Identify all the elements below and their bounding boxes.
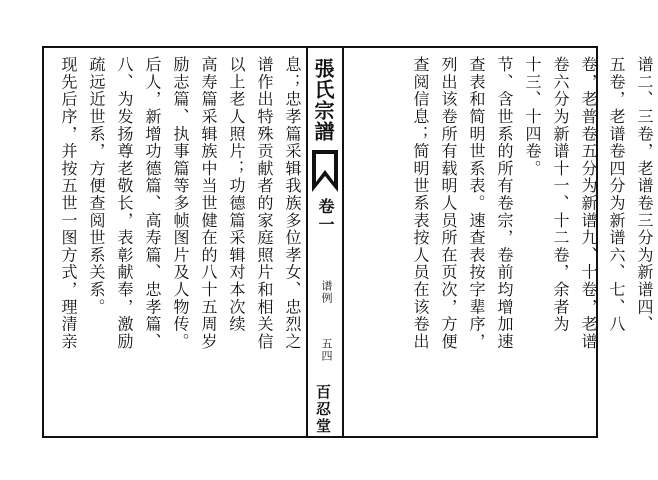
- text-column: 现先后序，并按五世一图方式，理清亲: [59, 56, 78, 351]
- text-column: 后人，新增功德篇、高寿篇、忠孝篇、: [143, 56, 162, 351]
- text-column: 息；忠孝篇采辑我族多位孝女、忠烈之: [283, 56, 302, 351]
- margin-rule-right: [342, 48, 344, 436]
- text-column: 以上老人照片；功德篇采辑对本次续: [227, 56, 246, 333]
- hall-name: 百忍堂: [314, 384, 332, 435]
- text-column: 卷六分为新谱十一、十二卷，余者为: [551, 56, 570, 333]
- center-margin-column: [302, 48, 348, 436]
- text-column: 谱作出特殊贡献者的家庭照片和相关信: [255, 56, 274, 351]
- text-column: 节、含世系的所有卷宗，卷前均增加速: [495, 56, 514, 351]
- text-column: 五卷，老谱卷四分为新谱六、七、八: [607, 56, 626, 333]
- text-column: 谱二、三卷，老谱卷三分为新谱四、: [635, 56, 654, 333]
- text-column: 励志篇、执事篇等多帧图片及人物传。: [171, 56, 190, 351]
- text-column: 查阅信息；简明世系表按人员在该卷出: [411, 56, 430, 351]
- text-column: 列出该卷所有载明人员所在页次，方便: [439, 56, 458, 351]
- fish-tail-mark-icon: [308, 148, 342, 196]
- text-column: 高寿篇采辑族中当世健在的八十五周岁: [199, 56, 218, 351]
- text-column: 查表和简明世系表。速查表按字辈序，: [467, 56, 486, 351]
- section-label: 谱例: [320, 280, 333, 304]
- volume-label: 卷一: [316, 198, 335, 234]
- book-title: 張氏宗譜: [311, 58, 335, 142]
- text-column: 八、为发扬尊老敬长，表彰献奉，激励: [115, 56, 134, 351]
- text-column: 十三、十四卷。: [523, 56, 542, 178]
- margin-rule-left: [306, 48, 308, 436]
- text-column: 疏远近世系，方便查阅世系关系。: [87, 56, 106, 316]
- right-text-block: [406, 56, 658, 350]
- page-border: [42, 46, 654, 438]
- text-column: 卷，老普卷五分为新谱九、十卷，老谱: [579, 56, 598, 351]
- left-text-block: [54, 56, 306, 350]
- page-number: 五四: [320, 338, 333, 362]
